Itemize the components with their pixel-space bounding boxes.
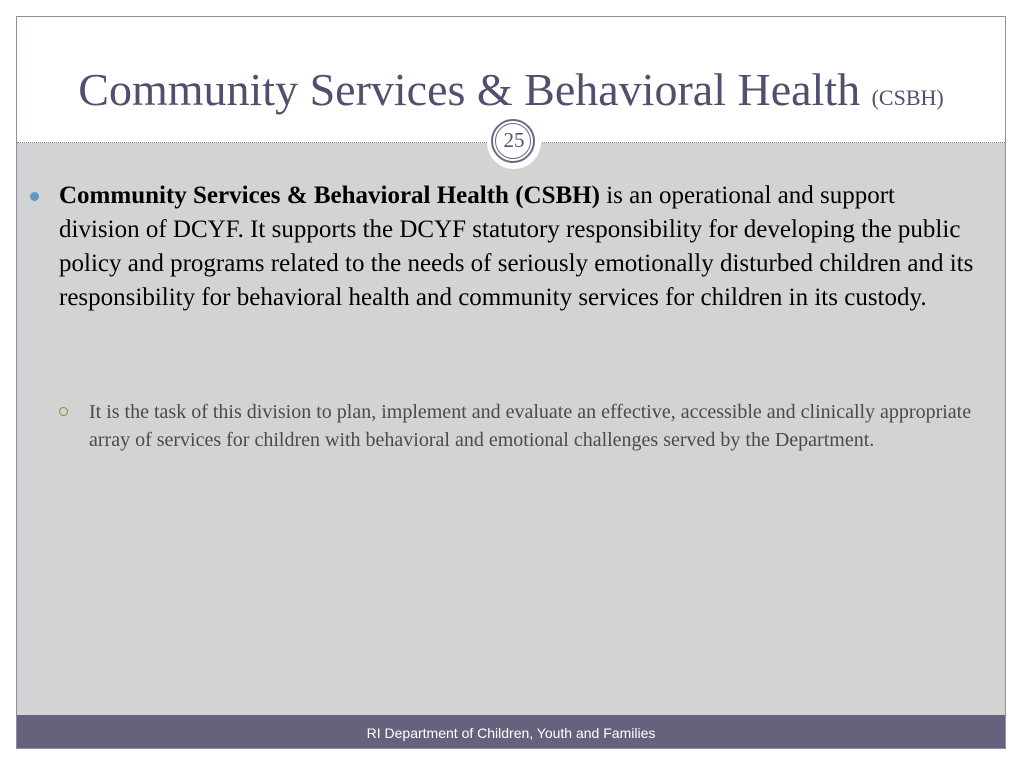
page-number: 25 xyxy=(503,128,525,152)
main-bullet-bold-lead: Community Services & Behavioral Health (CSBH) xyxy=(59,182,600,209)
page-number-badge xyxy=(487,115,541,169)
bullet-dot-icon xyxy=(30,192,39,201)
main-bullet-text: is an operational and support division of DCYF. It supports the DCYF statutory responsibility for developing the public policy and programs related to the needs of seriously emotionally disturbed children and its responsibility for behavioral health and community services for children in its custody. xyxy=(59,182,974,311)
slide xyxy=(16,16,1006,749)
sub-bullet xyxy=(89,398,984,454)
slide-title-main: Community Services & Behavioral Health xyxy=(78,64,861,115)
main-bullet xyxy=(59,179,979,315)
slide-title xyxy=(17,64,1005,115)
footer xyxy=(17,715,1005,748)
footer-text: RI Department of Children, Youth and Families xyxy=(366,725,656,741)
slide-title-abbr: (CSBH) xyxy=(871,85,944,110)
sub-bullet-text: It is the task of this division to plan, implement and evaluate an effective, accessible and clinically appropriate array of services for children with behavioral and emotional challenges served by the Department. xyxy=(89,401,972,451)
sub-bullet-circle-icon xyxy=(59,407,68,416)
